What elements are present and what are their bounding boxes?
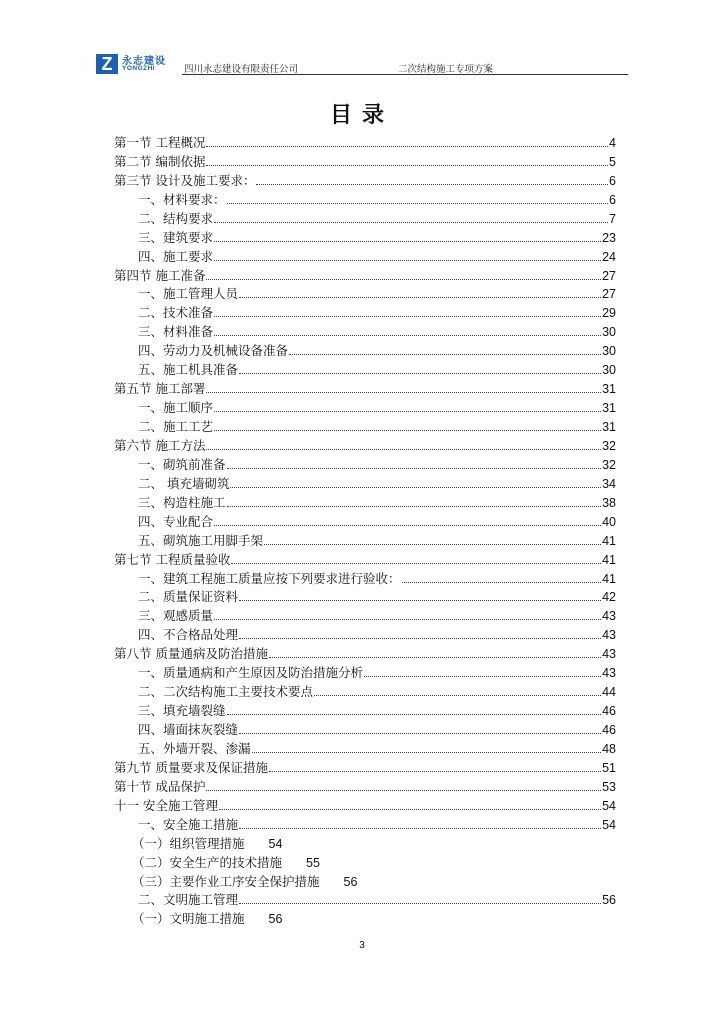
toc-dot-leader [256,184,608,185]
toc-entry[interactable] [114,378,616,397]
toc-entry-page: 7 [609,211,616,226]
toc-entry-page: 31 [602,420,616,434]
toc-dot-leader [230,487,601,488]
toc-entry-label: 二、质量保证资料 [138,589,239,605]
toc-entry[interactable] [114,624,616,643]
toc-entry[interactable] [114,397,616,416]
toc-entry-page: 56 [602,893,616,908]
toc-entry-page: 41 [602,533,616,548]
toc-dot-leader [206,790,601,791]
toc-title: 目录 [329,103,394,128]
toc-entry-page: 51 [602,760,616,775]
toc-entry[interactable] [114,227,616,246]
toc-entry[interactable] [114,587,616,606]
toc-entry-label: 二、结构要求 [138,210,214,226]
toc-entry-page: 56 [343,874,358,889]
toc-dot-leader [239,828,601,829]
toc-entry-page: 43 [602,609,616,624]
toc-entry-page: 27 [602,287,616,302]
toc-entry[interactable] [114,246,616,265]
toc-entry-label: 第一节 工程概况 [114,134,206,150]
toc-entry-page: 30 [602,363,616,378]
toc-entry-label: 十一 安全施工管理 [114,797,218,813]
toc-entry[interactable] [114,833,616,852]
toc-dot-leader [239,903,601,904]
toc-entry[interactable] [114,757,616,776]
toc-entry-label: 三、观感质量 [138,608,214,624]
toc-entry[interactable] [114,284,616,303]
toc-entry[interactable] [114,795,616,814]
toc-dot-leader [239,638,601,639]
toc-entry[interactable] [114,340,616,359]
header-divider [182,74,628,75]
toc-dot-leader [227,468,602,469]
toc-dot-leader [269,657,601,658]
toc-entry-label: 四、不合格品处理 [138,627,239,643]
toc-entry-page: 30 [602,344,616,359]
toc-dot-leader [239,297,601,298]
toc-entry[interactable] [114,605,616,624]
toc-dot-leader [239,373,601,374]
toc-entry-page: 24 [602,249,616,264]
toc-entry[interactable] [114,568,616,587]
toc-entry-label: 第五节 施工部署 [114,381,206,397]
toc-entry-page: 42 [602,590,616,605]
toc-entry-label: （一）组织管理措施 [132,835,245,851]
toc-entry-page: 31 [602,382,616,397]
toc-entry[interactable] [114,700,616,719]
toc-entry-page: 54 [268,836,283,851]
toc-dot-leader [214,335,601,336]
toc-entry[interactable] [114,776,616,795]
toc-entry-label: 四、劳动力及机械设备准备 [138,343,289,359]
toc-entry[interactable] [114,719,616,738]
toc-entry[interactable] [114,359,616,378]
toc-entry[interactable] [114,908,616,927]
toc-entry-page: 55 [306,855,320,870]
toc-entry[interactable] [114,321,616,340]
toc-dot-leader [214,525,601,526]
toc-entry-label: 二、施工工艺 [138,419,214,434]
toc-entry[interactable] [114,871,616,890]
toc-entry-label: 一、建筑工程施工质量应按下列要求进行验收： [138,570,401,586]
toc-entry[interactable] [114,265,616,284]
toc-entry[interactable] [114,151,616,170]
toc-entry[interactable] [114,302,616,321]
toc-dot-leader [206,279,601,280]
toc-entry-page: 6 [609,192,616,207]
toc-entry-page: 29 [602,306,616,321]
toc-entry-page: 4 [609,135,616,150]
toc-entry-label: 四、专业配合 [138,513,214,529]
toc-entry-label: （三）主要作业工序安全保护措施 [132,873,320,889]
toc-entry-label: 第六节 施工方法 [114,437,206,453]
toc-dot-leader [214,241,601,242]
toc-entry-label: 三、建筑要求 [138,229,214,245]
toc-entry-label: 第四节 施工准备 [114,267,206,283]
toc-dot-leader [314,695,601,696]
toc-entry[interactable] [114,852,616,871]
toc-entry-page: 56 [268,912,283,927]
toc-dot-leader [214,430,601,431]
toc-dot-leader [231,563,601,564]
toc-dot-leader [239,733,601,734]
toc-dot-leader [214,619,601,620]
toc-entry-label: 第七节 工程质量验收 [114,551,231,567]
toc-entry-page: 32 [602,457,616,472]
toc-entry-page: 34 [602,476,616,491]
toc-entry[interactable] [114,170,616,189]
toc-entry-label: 一、质量通病和产生原因及防治措施分析 [138,665,364,681]
toc-entry-page: 31 [602,401,616,416]
toc-entry-label: 一、安全施工措施 [138,816,239,832]
toc-entry-label: 五、砌筑施工用脚手架 [138,532,264,548]
toc-entry-page: 54 [602,817,616,832]
toc-entry-label: 二、 填充墙砌筑 [138,475,230,491]
toc-dot-leader [206,392,601,393]
toc-entry-page: 53 [602,779,616,794]
toc-entry[interactable] [114,454,616,473]
toc-entry-page: 46 [602,723,616,737]
logo-english-text: YONGZHI [122,65,156,72]
toc-entry[interactable] [114,662,616,681]
toc-entry-label: 第二节 编制依据 [114,153,206,169]
toc-entry-label: 一、材料要求： [138,191,226,207]
toc-entry[interactable] [114,208,616,227]
toc-entry[interactable] [114,530,616,549]
toc-entry-page: 32 [602,438,616,453]
toc-entry-label: 三、构造柱施工 [138,494,226,510]
toc-dot-leader [402,582,602,583]
toc-entry-page: 40 [602,514,616,529]
toc-entry-label: 第三节 设计及施工要求： [114,172,256,188]
company-logo-icon: Z [96,54,118,74]
toc-entry[interactable] [114,890,616,909]
toc-dot-leader [219,809,601,810]
toc-entry[interactable] [114,492,616,511]
toc-entry-page: 41 [602,552,616,567]
toc-entry-page: 23 [602,230,616,245]
toc-entry-page: 30 [602,325,616,340]
toc-entry-label: 第九节 质量要求及保证措施 [114,759,268,775]
toc-entry-page: 54 [602,798,616,813]
toc-entry-page: 44 [602,685,616,700]
toc-entry-page: 48 [602,741,616,756]
toc-dot-leader [206,146,608,147]
toc-dot-leader [214,316,601,317]
toc-dot-leader [214,222,608,223]
toc-entry-label: 一、砌筑前准备 [138,456,226,472]
toc-entry-page: 43 [602,666,616,681]
toc-entry-label: 第十节 成品保护 [114,778,206,794]
toc-dot-leader [206,165,608,166]
toc-dot-leader [239,600,601,601]
page-header [96,52,628,78]
toc-entry-label: （一）文明施工措施 [132,911,245,927]
toc-dot-leader [206,449,601,450]
toc-entry[interactable] [114,814,616,833]
toc-dot-leader [289,354,601,355]
toc-entry-page: 38 [602,495,616,510]
toc-entry-label: 四、施工要求 [138,248,214,264]
toc-entry[interactable] [114,473,616,492]
toc-dot-leader [252,752,602,753]
toc-entry-page: 41 [602,571,616,586]
toc-dot-leader [214,411,601,412]
toc-entry-page: 6 [609,173,616,188]
toc-entry[interactable] [114,643,616,662]
toc-entry-label: 二、技术准备 [138,305,214,321]
toc-entry-label: 一、施工管理人员 [138,286,239,302]
toc-entry-page: 5 [609,154,616,169]
toc-dot-leader [227,714,602,715]
toc-entry-label: 三、填充墙裂缝 [138,703,226,719]
page-number: 3 [359,940,365,951]
toc-dot-leader [269,771,601,772]
table-of-contents [114,132,616,927]
toc-dot-leader [227,203,609,204]
toc-entry-page: 43 [602,647,616,662]
document-title: 二次结构施工专项方案 [398,64,494,75]
toc-entry[interactable] [114,738,616,757]
toc-entry[interactable] [114,681,616,700]
toc-entry[interactable] [114,132,616,151]
toc-entry[interactable] [114,189,616,208]
toc-entry-label: 三、材料准备 [138,324,214,340]
toc-entry-label: 五、外墙开裂、渗漏 [138,740,251,756]
toc-dot-leader [227,506,602,507]
toc-entry-label: 二、文明施工管理 [138,892,239,908]
toc-dot-leader [364,676,601,677]
toc-entry-page: 46 [602,704,616,719]
toc-entry-label: 二、二次结构施工主要技术要点 [138,684,314,700]
toc-dot-leader [264,544,601,545]
toc-entry[interactable] [114,549,616,568]
toc-entry[interactable] [114,435,616,454]
toc-entry-page: 27 [602,268,616,283]
toc-dot-leader [214,260,601,261]
toc-entry-page: 43 [602,628,616,643]
toc-entry-label: （二）安全生产的技术措施 [132,854,283,870]
logo-chinese-text: 永志建设 [122,56,166,67]
toc-entry-label: 四、墙面抹灰裂缝 [138,722,239,737]
toc-entry-label: 一、施工顺序 [138,400,214,416]
company-name: 四川永志建设有限责任公司 [184,64,299,75]
toc-entry-label: 第八节 质量通病及防治措施 [114,646,268,662]
toc-entry[interactable] [114,511,616,530]
toc-entry-label: 五、施工机具准备 [138,362,239,378]
toc-entry[interactable] [114,416,616,435]
